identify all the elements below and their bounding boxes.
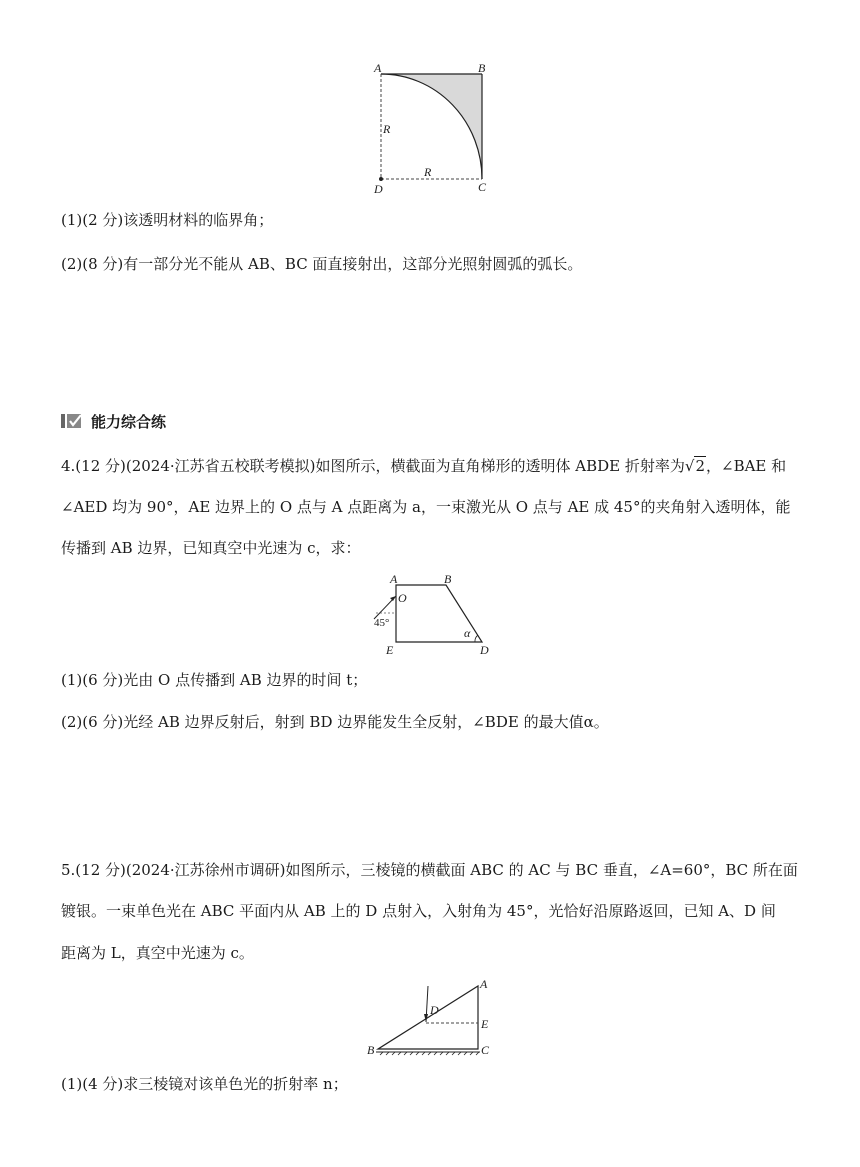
section-title: 能力综合练	[91, 412, 167, 431]
label-o: O	[398, 591, 407, 605]
label-a: A	[390, 572, 398, 586]
q4-line1-b: ，∠BAE 和	[706, 457, 787, 475]
label-r-vertical: R	[383, 122, 391, 136]
q3-sub2: (2)(8 分)有一部分光不能从 AB、BC 面直接射出，这部分光照射圆弧的弧长。	[61, 255, 583, 273]
center-point	[379, 177, 383, 181]
q4-line2: ∠AED 均为 90°，AE 边界上的 O 点与 A 点距离为 a，一束激光从 O 点与 AE 成 45°的夹角射入透明体，能	[61, 498, 791, 516]
sqrt-symbol: √2	[684, 457, 705, 475]
ray-arrow	[390, 596, 396, 601]
label-angle-45: 45°	[374, 617, 390, 629]
q4-sub2: (2)(6 分)光经 AB 边界反射后，射到 BD 边界能发生全反射，∠BDE 的最大值α。	[61, 713, 609, 731]
label-d: D	[374, 182, 383, 196]
label-e: E	[481, 1017, 489, 1031]
prism-abc	[378, 986, 478, 1049]
q5-line3: 距离为 L，真空中光速为 c。	[61, 944, 254, 962]
q3-sub1: (1)(2 分)该透明材料的临界角；	[61, 211, 274, 229]
label-d: D	[430, 1003, 439, 1017]
sqrt-radicand: 2	[695, 457, 705, 475]
q4-line1-a: 4.(12 分)(2024·江苏省五校联考模拟)如图所示，横截面为直角梯形的透明体 ABDE 折射率为	[61, 457, 685, 475]
label-b: B	[367, 1043, 375, 1057]
label-a: A	[374, 61, 382, 75]
label-b: B	[444, 572, 452, 586]
q4-line1	[61, 456, 786, 476]
shaded-region	[381, 74, 482, 179]
section-header	[61, 410, 166, 432]
label-e: E	[386, 643, 394, 657]
q4-sub1: (1)(6 分)光由 O 点传播到 AB 边界的时间 t；	[61, 671, 368, 689]
q5-line2: 镀银。一束单色光在 ABC 平面内从 AB 上的 D 点射入，入射角为 45°，光恰好沿原路返回，已知 A、D 间	[61, 902, 776, 920]
q5-sub1: (1)(4 分)求三棱镜对该单色光的折射率 n；	[61, 1075, 348, 1093]
label-a: A	[480, 977, 488, 991]
q5-line1: 5.(12 分)(2024·江苏徐州市调研)如图所示，三棱镜的横截面 ABC 的 AC 与 BC 垂直，∠A=60°，BC 所在面	[61, 861, 798, 879]
label-r-horizontal: R	[424, 165, 432, 179]
q4-line3: 传播到 AB 边界，已知真空中光速为 c，求：	[61, 539, 361, 557]
figure-prism	[364, 976, 504, 1058]
label-b: B	[478, 61, 486, 75]
label-d: D	[480, 643, 489, 657]
checklist-icon	[61, 412, 85, 430]
label-c: C	[478, 180, 487, 194]
label-alpha: α	[464, 626, 471, 640]
label-c: C	[481, 1043, 490, 1057]
figure-quarter-circle	[360, 58, 500, 200]
figure-trapezoid	[360, 572, 496, 658]
